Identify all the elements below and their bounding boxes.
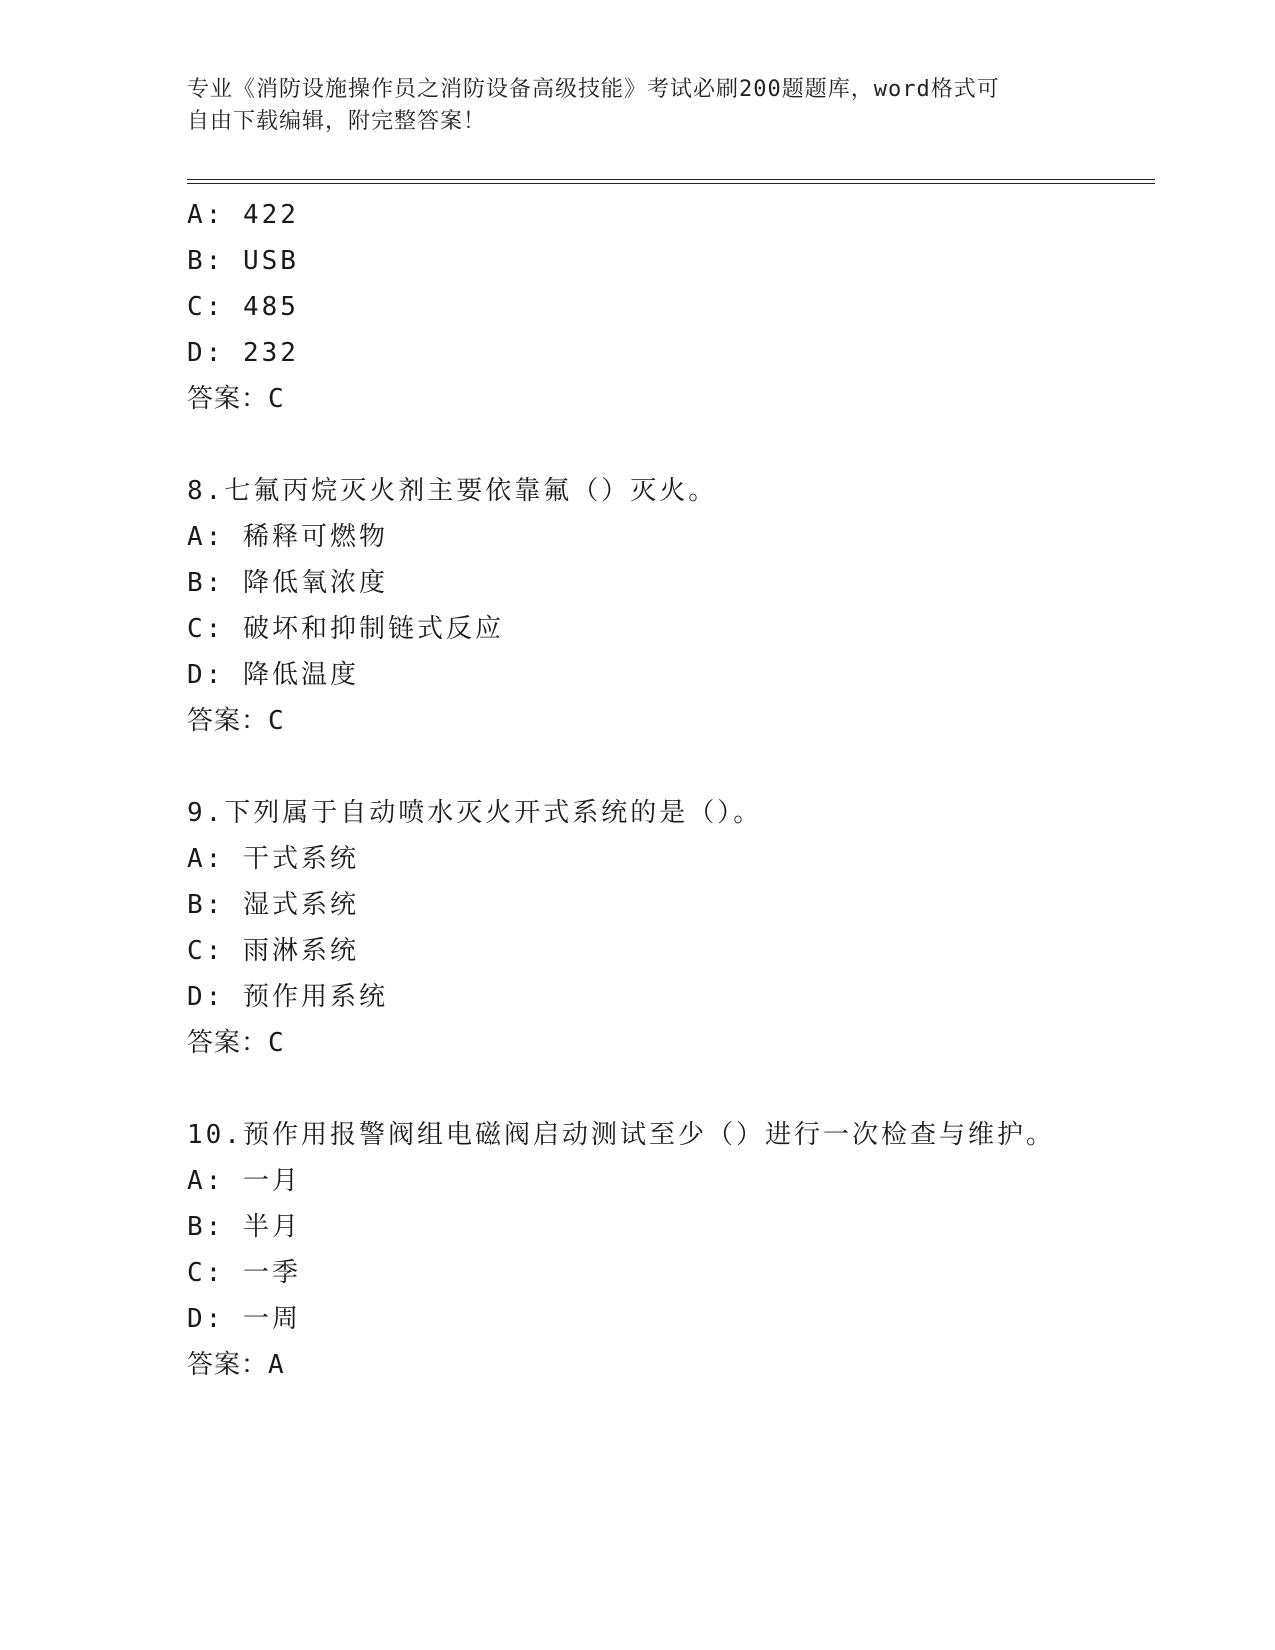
option-b: B: 降低氧浓度 (187, 568, 388, 598)
option-d: D: 预作用系统 (187, 982, 388, 1012)
question-9-block (187, 790, 1167, 1066)
header-line-1: 专业《消防设施操作员之消防设备高级技能》考试必刷200题题库，word格式可 (187, 77, 1000, 102)
answer: 答案：C (187, 1028, 285, 1058)
option-b: B: 半月 (187, 1212, 301, 1242)
option-d: D: 232 (187, 338, 299, 368)
option-d: D: 一周 (187, 1304, 301, 1334)
spacer (187, 422, 1167, 468)
answer: 答案：C (187, 706, 285, 736)
option-b: B: 湿式系统 (187, 890, 359, 920)
question-10-block (187, 1112, 1167, 1388)
spacer (187, 1066, 1167, 1112)
option-c: C: 485 (187, 292, 299, 322)
option-a: A: 稀释可燃物 (187, 522, 388, 552)
option-c: C: 破坏和抑制链式反应 (187, 614, 504, 644)
question-text: 10.预作用报警阀组电磁阀启动测试至少（）进行一次检查与维护。 (187, 1120, 1055, 1150)
header-divider-bottom (187, 183, 1155, 184)
option-a: A: 干式系统 (187, 844, 359, 874)
option-b: B: USB (187, 246, 299, 276)
header-line-2: 自由下载编辑，附完整答案！ (187, 109, 487, 134)
question-text: 8.七氟丙烷灭火剂主要依靠氟（）灭火。 (187, 476, 718, 506)
option-d: D: 降低温度 (187, 660, 359, 690)
option-c: C: 一季 (187, 1258, 301, 1288)
question-text: 9.下列属于自动喷水灭火开式系统的是（）。 (187, 798, 763, 828)
spacer (187, 744, 1167, 790)
answer: 答案：A (187, 1350, 285, 1380)
question-7-block (187, 192, 1167, 422)
answer: 答案：C (187, 384, 285, 414)
option-c: C: 雨淋系统 (187, 936, 359, 966)
document-header (187, 74, 1087, 138)
option-a: A: 一月 (187, 1166, 301, 1196)
question-list (187, 192, 1167, 1388)
option-a: A: 422 (187, 200, 299, 230)
question-8-block (187, 468, 1167, 744)
header-divider-top (187, 179, 1155, 180)
